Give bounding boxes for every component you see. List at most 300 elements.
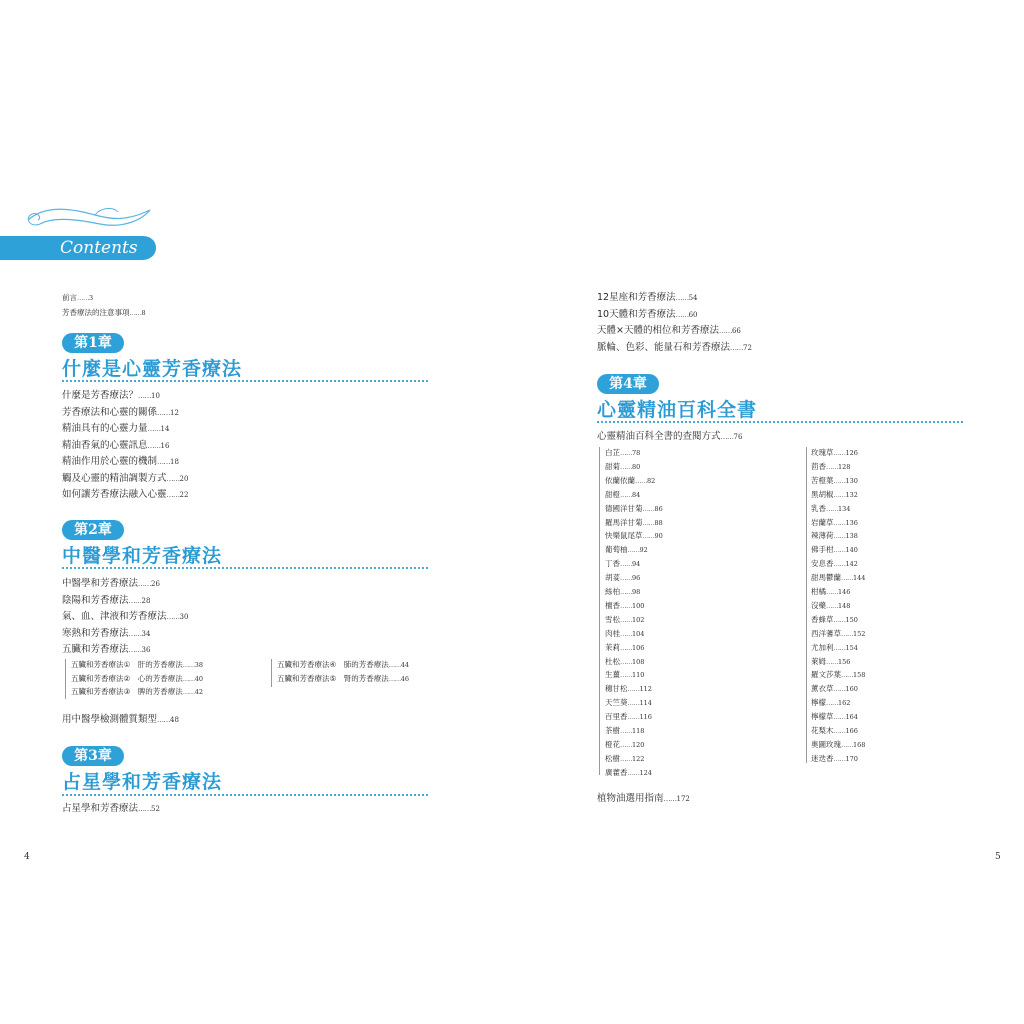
toc-entry bbox=[605, 628, 644, 640]
toc-entry-text: 如何讓芳香療法融入心靈 bbox=[62, 489, 167, 500]
leader-dots: …… bbox=[826, 588, 838, 596]
leader-dots: …… bbox=[620, 588, 632, 596]
toc-entry-text: 香蜂草 bbox=[811, 614, 834, 624]
toc-entry-text: 德國洋甘菊 bbox=[605, 503, 643, 513]
toc-entry bbox=[811, 517, 858, 529]
toc-entry-page: 118 bbox=[632, 727, 645, 735]
toc-entry bbox=[605, 517, 663, 529]
toc-entry-text: 胡荽 bbox=[605, 573, 620, 583]
leader-dots: …… bbox=[841, 671, 853, 680]
leader-dots: …… bbox=[620, 754, 632, 763]
toc-entry bbox=[811, 628, 865, 640]
toc-entry bbox=[811, 544, 858, 556]
sub-list-rule-right bbox=[271, 659, 272, 687]
toc-entry-page: 110 bbox=[632, 671, 645, 680]
toc-entry-text: 甜馬鬱蘭 bbox=[811, 573, 841, 583]
toc-entry bbox=[597, 431, 742, 443]
toc-entry-page: 106 bbox=[632, 643, 645, 652]
toc-entry-page: 150 bbox=[845, 615, 858, 624]
leader-dots: …… bbox=[718, 327, 732, 335]
toc-entry-page: 14 bbox=[160, 425, 170, 433]
toc-entry-text: 快樂鼠尾草 bbox=[605, 531, 643, 541]
leader-dots: …… bbox=[166, 613, 180, 621]
toc-entry bbox=[605, 767, 652, 779]
toc-entry-text: 絲柏 bbox=[605, 587, 620, 596]
toc-entry-page: 96 bbox=[632, 574, 641, 583]
toc-entry bbox=[605, 503, 663, 515]
toc-entry bbox=[811, 683, 858, 695]
toc-entry-page: 52 bbox=[151, 805, 160, 813]
toc-entry-page: 12 bbox=[170, 408, 179, 417]
leader-dots: …… bbox=[720, 433, 734, 441]
toc-entry bbox=[277, 673, 409, 685]
toc-entry-page: 116 bbox=[639, 713, 652, 722]
leader-dots: …… bbox=[388, 661, 401, 669]
toc-entry bbox=[605, 572, 640, 584]
oil-list-rule-2 bbox=[806, 447, 807, 763]
toc-entry-text: 乳香 bbox=[811, 503, 826, 513]
toc-entry-page: 82 bbox=[647, 476, 656, 485]
toc-entry-text: 芳香療法的注意事項 bbox=[62, 308, 130, 317]
leader-dots: …… bbox=[157, 458, 171, 466]
toc-entry-text: 羅馬洋甘菊 bbox=[605, 517, 643, 527]
toc-entry-text: 羅文莎葉 bbox=[811, 670, 841, 680]
toc-entry-text: 脈輪、色彩、能量石和芳香療法 bbox=[597, 341, 731, 353]
leader-dots: …… bbox=[627, 768, 640, 777]
toc-entry-page: 42 bbox=[194, 688, 204, 696]
toc-entry-page: 158 bbox=[853, 671, 866, 680]
toc-entry-page: 128 bbox=[838, 462, 851, 471]
toc-entry bbox=[62, 390, 160, 402]
toc-entry-page: 134 bbox=[838, 504, 851, 513]
toc-entry bbox=[811, 697, 850, 709]
leader-dots: …… bbox=[182, 688, 195, 696]
toc-entry bbox=[62, 628, 150, 640]
toc-entry bbox=[811, 572, 865, 584]
toc-entry-page: 60 bbox=[688, 310, 698, 319]
toc-entry bbox=[605, 586, 640, 598]
chapter-3-divider bbox=[62, 794, 428, 796]
toc-entry-page: 54 bbox=[688, 294, 698, 302]
toc-entry-page: 154 bbox=[845, 643, 858, 652]
leader-dots: …… bbox=[138, 805, 152, 813]
leader-dots: …… bbox=[620, 629, 632, 638]
leader-dots: …… bbox=[620, 490, 632, 499]
leader-dots: …… bbox=[620, 601, 632, 610]
toc-entry-text: 依蘭依蘭 bbox=[605, 475, 635, 485]
toc-entry-text: 精油作用於心靈的機制 bbox=[62, 456, 158, 467]
toc-entry bbox=[605, 642, 644, 654]
toc-entry-text: 氣、血、津液和芳香療法 bbox=[62, 611, 167, 622]
toc-entry-text: 西洋蓍草 bbox=[811, 628, 841, 638]
toc-entry-text: 安息香 bbox=[811, 559, 834, 569]
toc-entry-text: 12星座和芳香療法 bbox=[597, 292, 676, 303]
toc-entry-page: 172 bbox=[676, 795, 690, 803]
leader-dots: …… bbox=[627, 699, 640, 708]
toc-entry-page: 80 bbox=[632, 462, 641, 471]
leader-dots: …… bbox=[627, 713, 640, 722]
leader-dots: …… bbox=[675, 294, 689, 302]
leader-dots: …… bbox=[675, 310, 689, 319]
toc-entry-text: 百里香 bbox=[605, 712, 628, 722]
toc-entry-text: 松樹 bbox=[605, 753, 620, 763]
leader-dots: …… bbox=[833, 754, 846, 763]
toc-entry-page: 92 bbox=[639, 546, 648, 555]
toc-entry bbox=[597, 793, 690, 805]
leader-dots: …… bbox=[826, 601, 838, 610]
toc-entry-text: 五臟和芳香療法③ 脾的芳香療法 bbox=[71, 687, 183, 696]
leader-dots: …… bbox=[128, 646, 142, 654]
toc-entry-text: 茶樹 bbox=[605, 726, 620, 735]
toc-entry-text: 用中醫學檢測體質類型 bbox=[62, 714, 158, 725]
chapter-3-title: 占星學和芳香療法 bbox=[62, 771, 223, 793]
toc-entry-page: 124 bbox=[639, 768, 652, 777]
toc-entry bbox=[277, 659, 409, 671]
toc-entry-page: 132 bbox=[845, 490, 858, 499]
toc-entry bbox=[605, 489, 640, 501]
leader-dots: …… bbox=[620, 740, 632, 749]
leader-dots: …… bbox=[833, 560, 846, 569]
leader-dots: …… bbox=[833, 685, 846, 694]
toc-entry-page: 136 bbox=[845, 518, 858, 527]
toc-entry-text: 天體×天體的相位和芳香療法 bbox=[597, 325, 719, 336]
leader-dots: …… bbox=[129, 309, 142, 317]
toc-entry-text: 五臟和芳香療法② 心的芳香療法 bbox=[71, 673, 183, 683]
toc-entry-text: 甜橙 bbox=[605, 489, 620, 499]
toc-entry bbox=[811, 558, 858, 570]
leader-dots: …… bbox=[833, 532, 846, 541]
leader-dots: …… bbox=[642, 518, 655, 527]
toc-entry-text: 寒熱和芳香療法 bbox=[62, 627, 129, 639]
toc-entry-page: 104 bbox=[632, 629, 645, 638]
toc-entry bbox=[597, 309, 698, 321]
toc-entry-page: 48 bbox=[170, 716, 179, 724]
leader-dots: …… bbox=[620, 574, 632, 583]
leader-dots: …… bbox=[166, 474, 180, 483]
contents-label: Contents bbox=[60, 238, 138, 258]
toc-entry-text: 茴香 bbox=[811, 461, 826, 471]
toc-entry-text: 甜菊 bbox=[605, 461, 620, 471]
toc-entry-text: 五臟和芳香療法④ 肺的芳香療法 bbox=[277, 660, 389, 669]
leader-dots: …… bbox=[147, 425, 161, 433]
toc-entry-page: 38 bbox=[194, 661, 204, 669]
toc-entry-page: 10 bbox=[151, 392, 160, 400]
toc-entry-page: 44 bbox=[400, 661, 410, 669]
toc-entry-text: 玫瑰草 bbox=[811, 448, 834, 457]
toc-entry bbox=[811, 725, 858, 737]
leader-dots: …… bbox=[620, 671, 632, 680]
page-number-left: 4 bbox=[24, 852, 30, 862]
leader-dots: …… bbox=[642, 532, 655, 541]
chapter-2-badge: 第2章 bbox=[62, 520, 124, 540]
toc-entry-text: 薰衣草 bbox=[811, 684, 834, 694]
toc-entry-page: 34 bbox=[141, 629, 151, 638]
leader-dots: …… bbox=[138, 580, 152, 588]
leader-dots: …… bbox=[826, 462, 838, 471]
toc-entry bbox=[597, 325, 741, 337]
leader-dots: …… bbox=[147, 441, 161, 450]
leader-dots: …… bbox=[833, 643, 846, 652]
chapter-2-title: 中醫學和芳香療法 bbox=[62, 545, 223, 567]
toc-entry bbox=[811, 711, 858, 723]
leader-dots: …… bbox=[77, 294, 89, 302]
toc-entry bbox=[605, 614, 644, 626]
toc-entry-page: 16 bbox=[160, 441, 170, 450]
toc-entry bbox=[811, 739, 865, 751]
toc-entry-page: 100 bbox=[632, 601, 645, 610]
toc-entry bbox=[605, 739, 644, 751]
leader-dots: …… bbox=[128, 596, 142, 605]
toc-entry bbox=[71, 673, 203, 685]
toc-entry-text: 橙花 bbox=[605, 739, 620, 749]
toc-entry-page: 138 bbox=[845, 532, 858, 541]
toc-entry bbox=[62, 407, 179, 419]
leader-dots: …… bbox=[620, 615, 632, 624]
oil-list-rule-1 bbox=[599, 447, 600, 775]
leader-dots: …… bbox=[620, 643, 632, 652]
toc-entry-text: 生薑 bbox=[605, 670, 620, 680]
toc-entry-text: 佛手柑 bbox=[811, 545, 834, 555]
chapter-1-title: 什麼是心靈芳香療法 bbox=[62, 358, 243, 380]
page-number-right: 5 bbox=[995, 852, 1001, 862]
toc-entry-page: 8 bbox=[141, 309, 146, 317]
toc-entry bbox=[71, 659, 203, 671]
leader-dots: …… bbox=[620, 727, 632, 735]
toc-entry-page: 148 bbox=[838, 601, 851, 610]
toc-entry bbox=[811, 656, 850, 668]
toc-entry-page: 156 bbox=[838, 657, 851, 666]
leader-dots: …… bbox=[627, 685, 640, 694]
leader-dots: …… bbox=[157, 408, 171, 417]
chapter-4-title: 心靈精油百科全書 bbox=[597, 399, 758, 421]
leader-dots: …… bbox=[833, 727, 846, 735]
leader-dots: …… bbox=[157, 716, 171, 724]
leader-dots: …… bbox=[833, 476, 846, 485]
toc-entry-text: 辣薄荷 bbox=[811, 531, 834, 541]
toc-entry-text: 岩蘭草 bbox=[811, 517, 834, 527]
leader-dots: …… bbox=[620, 657, 632, 666]
leader-dots: …… bbox=[620, 560, 632, 569]
toc-entry-page: 162 bbox=[838, 699, 851, 708]
toc-entry bbox=[62, 489, 188, 501]
toc-entry bbox=[605, 669, 644, 681]
toc-entry-page: 28 bbox=[141, 596, 151, 605]
toc-entry-text: 花梨木 bbox=[811, 726, 834, 735]
toc-entry-page: 46 bbox=[400, 674, 410, 683]
toc-entry-page: 142 bbox=[845, 560, 858, 569]
leader-dots: …… bbox=[826, 699, 838, 708]
toc-entry bbox=[71, 686, 203, 698]
toc-entry bbox=[605, 447, 640, 459]
toc-entry bbox=[62, 803, 160, 815]
toc-entry bbox=[62, 440, 169, 452]
chapter-1-badge: 第1章 bbox=[62, 333, 124, 353]
chapter-4-badge: 第4章 bbox=[597, 374, 659, 394]
toc-entry-page: 84 bbox=[632, 490, 641, 499]
toc-entry-text: 檸檬草 bbox=[811, 712, 834, 722]
toc-entry-page: 164 bbox=[845, 713, 858, 722]
toc-entry-text: 植物油選用指南 bbox=[597, 793, 664, 804]
toc-entry bbox=[605, 530, 663, 542]
toc-entry bbox=[605, 656, 644, 668]
toc-entry-text: 柑橘 bbox=[811, 587, 826, 596]
toc-entry-text: 前言 bbox=[62, 293, 77, 302]
toc-entry-text: 10天體和芳香療法 bbox=[597, 308, 676, 320]
toc-entry-page: 112 bbox=[639, 685, 652, 694]
toc-entry bbox=[811, 642, 858, 654]
leader-dots: …… bbox=[833, 546, 846, 555]
leader-dots: …… bbox=[833, 449, 846, 457]
toc-entry bbox=[605, 725, 644, 737]
toc-entry bbox=[62, 307, 146, 319]
toc-entry-page: 120 bbox=[632, 740, 645, 749]
toc-entry-text: 白芷 bbox=[605, 448, 620, 457]
toc-entry bbox=[62, 714, 179, 726]
leader-dots: …… bbox=[841, 740, 853, 749]
toc-entry bbox=[811, 530, 858, 542]
toc-entry bbox=[811, 753, 858, 765]
toc-entry bbox=[62, 644, 150, 656]
leader-dots: …… bbox=[730, 343, 744, 352]
toc-entry-text: 占星學和芳香療法 bbox=[62, 803, 139, 814]
toc-entry-text: 五臟和芳香療法 bbox=[62, 644, 129, 655]
toc-entry-page: 102 bbox=[632, 615, 645, 624]
toc-entry-page: 36 bbox=[141, 646, 151, 654]
toc-entry-page: 18 bbox=[170, 458, 179, 466]
toc-entry-page: 72 bbox=[743, 343, 752, 352]
toc-entry bbox=[811, 475, 858, 487]
toc-entry bbox=[597, 292, 698, 304]
toc-entry-text: 苦橙葉 bbox=[811, 475, 834, 485]
toc-entry-page: 108 bbox=[632, 657, 645, 666]
leader-dots: …… bbox=[663, 795, 677, 803]
toc-entry-page: 88 bbox=[654, 518, 663, 527]
toc-entry-page: 40 bbox=[194, 674, 204, 683]
leader-dots: …… bbox=[833, 490, 846, 499]
toc-entry-text: 什麼是芳香療法？ bbox=[62, 390, 139, 401]
toc-entry-text: 芳香療法和心靈的關係 bbox=[62, 406, 158, 418]
toc-entry bbox=[597, 342, 752, 354]
toc-entry-text: 精油具有的心靈力量 bbox=[62, 423, 148, 434]
toc-entry-page: 30 bbox=[179, 613, 189, 621]
toc-entry-text: 杜松 bbox=[605, 656, 620, 666]
toc-entry-text: 五臟和芳香療法⑤ 腎的芳香療法 bbox=[277, 673, 389, 683]
toc-entry bbox=[811, 586, 850, 598]
toc-entry-page: 170 bbox=[845, 754, 858, 763]
leader-dots: …… bbox=[826, 657, 838, 666]
toc-entry-text: 中醫學和芳香療法 bbox=[62, 578, 139, 589]
toc-entry-text: 雪松 bbox=[605, 614, 620, 624]
toc-entry bbox=[605, 711, 652, 723]
chapter-2-divider bbox=[62, 567, 428, 569]
toc-entry-page: 160 bbox=[845, 685, 858, 694]
toc-entry-text: 萊姆 bbox=[811, 656, 826, 666]
toc-entry-page: 168 bbox=[853, 740, 866, 749]
toc-entry-text: 迷迭香 bbox=[811, 753, 834, 763]
toc-entry-text: 葡萄柚 bbox=[605, 545, 628, 555]
chapter-4-divider bbox=[597, 421, 963, 423]
toc-entry bbox=[62, 578, 160, 590]
toc-entry bbox=[605, 753, 644, 765]
toc-entry-page: 22 bbox=[179, 491, 189, 499]
toc-entry-text: 檸檬 bbox=[811, 698, 826, 708]
toc-entry-page: 144 bbox=[853, 574, 866, 583]
leader-dots: …… bbox=[166, 491, 180, 499]
toc-entry bbox=[605, 600, 644, 612]
leader-dots: …… bbox=[128, 629, 142, 638]
toc-entry-text: 心靈精油百科全書的查閱方式 bbox=[597, 431, 721, 442]
toc-entry bbox=[605, 461, 640, 473]
toc-entry bbox=[605, 475, 655, 487]
chapter-3-badge: 第3章 bbox=[62, 746, 124, 766]
toc-entry-text: 肉桂 bbox=[605, 628, 620, 638]
leader-dots: …… bbox=[841, 574, 853, 583]
toc-entry-text: 黑胡椒 bbox=[811, 489, 834, 499]
toc-entry-text: 觸及心靈的精油調製方式 bbox=[62, 472, 167, 484]
toc-entry bbox=[811, 669, 865, 681]
leader-dots: …… bbox=[642, 504, 655, 513]
toc-entry bbox=[605, 683, 652, 695]
toc-entry bbox=[811, 503, 850, 515]
toc-entry-page: 90 bbox=[654, 532, 663, 541]
chapter-1-divider bbox=[62, 380, 428, 382]
toc-entry-text: 丁香 bbox=[605, 559, 620, 569]
leader-dots: …… bbox=[627, 546, 640, 555]
toc-entry-text: 檀香 bbox=[605, 600, 620, 610]
leader-dots: …… bbox=[833, 518, 846, 527]
toc-entry-text: 穗甘松 bbox=[605, 684, 628, 694]
toc-entry-page: 78 bbox=[632, 449, 641, 457]
leader-dots: …… bbox=[826, 504, 838, 513]
leader-dots: …… bbox=[841, 629, 853, 638]
toc-entry-text: 奧圖玫瑰 bbox=[811, 739, 841, 749]
toc-entry bbox=[62, 292, 93, 304]
toc-entry-text: 天竺葵 bbox=[605, 698, 628, 708]
toc-entry bbox=[605, 558, 640, 570]
toc-entry-page: 94 bbox=[632, 560, 641, 569]
leader-dots: …… bbox=[620, 462, 632, 471]
toc-entry-text: 尤加利 bbox=[811, 642, 834, 652]
toc-entry-text: 五臟和芳香療法① 肝的芳香療法 bbox=[71, 660, 183, 669]
toc-entry bbox=[62, 611, 188, 623]
toc-entry-page: 146 bbox=[838, 588, 851, 596]
toc-entry-page: 114 bbox=[639, 699, 652, 708]
leader-dots: …… bbox=[388, 674, 401, 683]
toc-entry bbox=[62, 456, 179, 468]
toc-entry bbox=[605, 544, 648, 556]
toc-entry-text: 精油香氣的心靈訊息 bbox=[62, 439, 148, 451]
toc-entry-page: 166 bbox=[845, 727, 858, 735]
toc-entry bbox=[62, 473, 188, 485]
toc-entry bbox=[811, 614, 858, 626]
toc-entry-page: 152 bbox=[853, 629, 866, 638]
toc-entry bbox=[811, 447, 858, 459]
toc-entry-text: 沒藥 bbox=[811, 600, 826, 610]
toc-entry-page: 26 bbox=[151, 580, 160, 588]
toc-entry bbox=[811, 489, 858, 501]
toc-entry bbox=[605, 697, 652, 709]
leader-dots: …… bbox=[182, 661, 195, 669]
leader-dots: …… bbox=[833, 615, 846, 624]
toc-entry-page: 76 bbox=[733, 433, 743, 441]
toc-entry bbox=[811, 600, 850, 612]
leader-dots: …… bbox=[138, 392, 152, 400]
toc-entry-text: 茉莉 bbox=[605, 642, 620, 652]
toc-entry-page: 122 bbox=[632, 754, 645, 763]
sub-list-rule-left bbox=[65, 659, 66, 699]
toc-entry-page: 130 bbox=[845, 476, 858, 485]
toc-entry-page: 20 bbox=[179, 474, 189, 483]
